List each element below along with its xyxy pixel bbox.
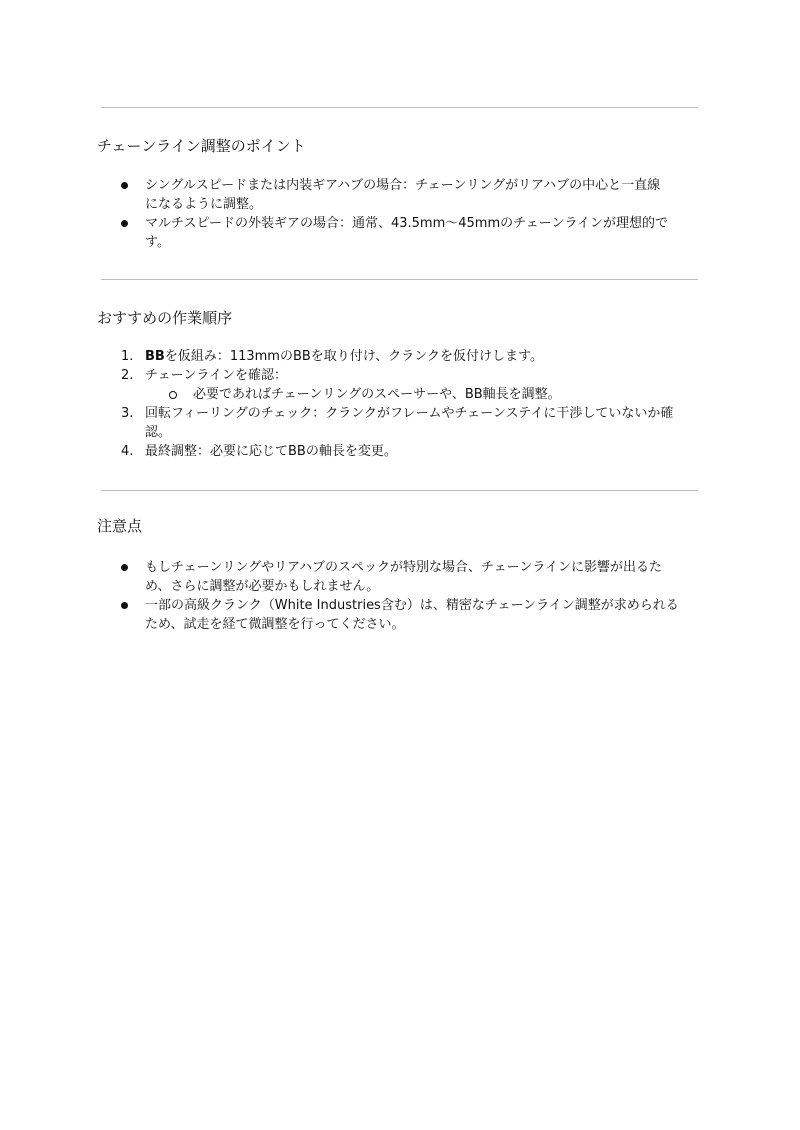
list-item-line: マルチスピードの外装ギアの場合：通常、43.5mm〜45mmのチェーンラインが理想的で: [145, 216, 669, 231]
list-number: 1.: [121, 349, 134, 364]
list-item-line: チェーンラインを確認：: [145, 368, 287, 383]
section-heading-cautions: 注意点: [97, 517, 143, 535]
list-item-line: め、さらに調整が必要かもしれません。: [145, 579, 380, 594]
list-item-line: [145, 347, 543, 366]
horizontal-rule: [101, 279, 698, 280]
list-item-line: もしチェーンリングやリアハブのスペックが特別な場合、チェーンラインに影響が出るた: [145, 560, 663, 575]
bullet-icon: [121, 564, 128, 571]
list-number: 3.: [121, 406, 134, 421]
horizontal-rule: [101, 490, 698, 491]
horizontal-rule: [101, 107, 698, 108]
list-item-line: シングルスピードまたは内装ギアハブの場合：チェーンリングがリアハブの中心と一直線: [145, 178, 661, 193]
bullet-icon: [121, 602, 128, 609]
list-item-line: 一部の高級クランク（White Industries含む）は、精密なチェーンライン調整が求められる: [145, 598, 679, 613]
section-heading-work-order: おすすめの作業順序: [97, 309, 233, 327]
list-item-line: ため、試走を経て微調整を行ってください。: [145, 617, 405, 632]
bullet-icon: [121, 182, 128, 189]
bullet-icon: [121, 220, 128, 227]
sub-list-item-line: 必要であればチェーンリングのスペーサーや、BB軸長を調整。: [193, 387, 561, 402]
section-heading-chainline-points: チェーンライン調整のポイント: [97, 137, 306, 155]
list-item-line: になるように調整。: [145, 197, 263, 212]
list-item-line: す。: [145, 235, 170, 250]
list-item-text: を仮組み：113mmのBBを取り付け、クランクを仮付けします。: [164, 349, 543, 364]
list-item-bold: BB: [145, 349, 165, 364]
list-item-line: 回転フィーリングのチェック：クランクがフレームやチェーンステイに干渉していないか確: [145, 406, 674, 421]
list-number: 2.: [121, 368, 134, 383]
sub-bullet-icon: [169, 391, 177, 399]
list-number: 4.: [121, 444, 134, 459]
list-item-line: 最終調整：必要に応じてBBの軸長を変更。: [145, 444, 397, 459]
list-item-line: 認。: [145, 425, 172, 440]
